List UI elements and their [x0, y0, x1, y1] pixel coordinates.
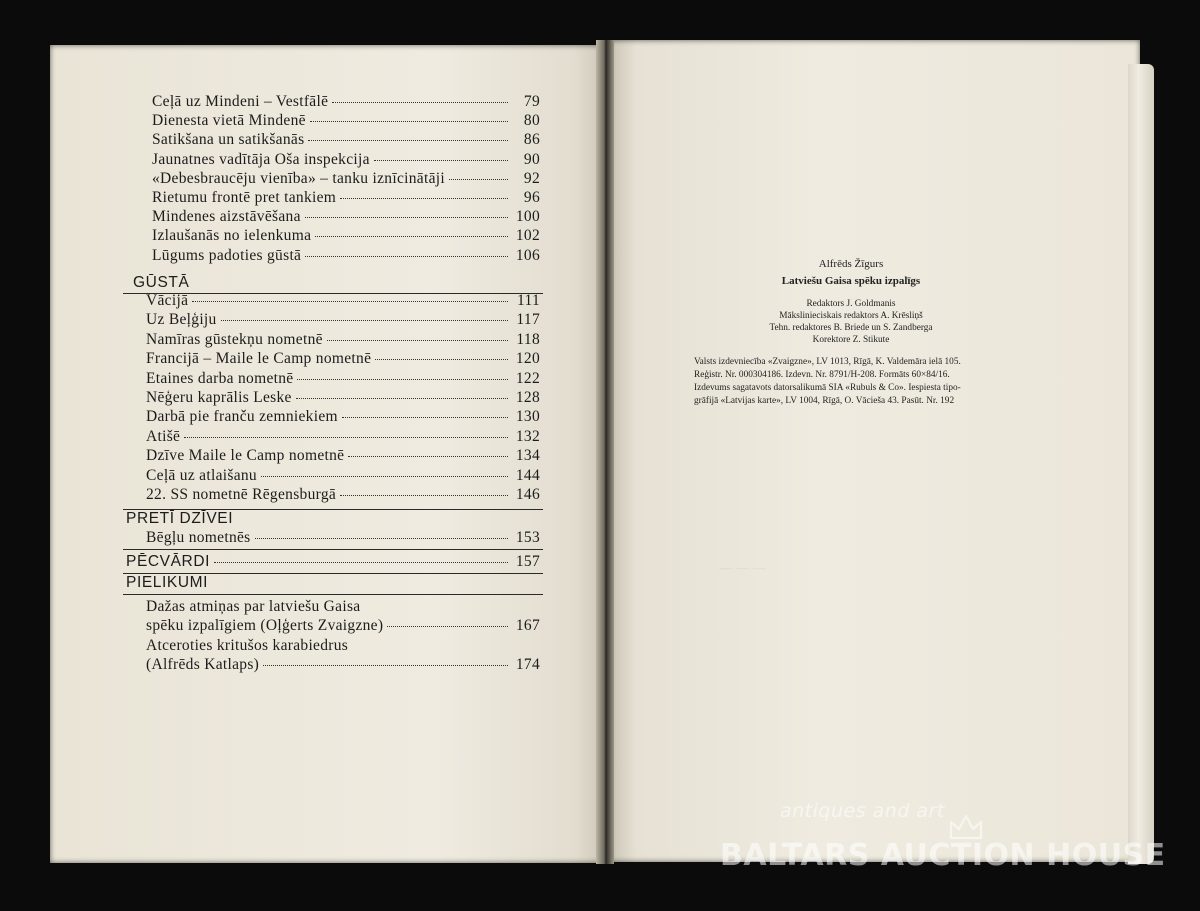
toc-entry-page: 106	[515, 246, 540, 264]
toc-entry	[152, 208, 540, 226]
toc-entry	[152, 151, 540, 169]
toc-entry	[152, 112, 540, 130]
section-rule	[123, 549, 543, 550]
watermark-name: BALTARS AUCTION HOUSE	[720, 838, 1166, 873]
toc-entry	[152, 170, 540, 188]
toc-entry-title: 22. SS nometnē Rēgensburgā	[146, 486, 337, 503]
section-heading-gusta: GŪSTĀ	[133, 274, 190, 291]
toc-entry-title: (Alfrēds Katlaps)	[146, 656, 260, 674]
toc-entry-title: Uz Beļģiju	[146, 311, 217, 329]
toc-entry-page: 86	[523, 131, 540, 149]
imprint-publisher-line: grāfijā «Latvijas karte», LV 1004, Rīgā, O. Vācieša 43. Pasūt. Nr. 192	[694, 396, 955, 407]
watermark	[720, 800, 1166, 890]
toc-entry-page: 118	[516, 330, 540, 348]
toc-entry-title: Atceroties kritušos karabiedrus	[146, 636, 349, 654]
toc-entry-page: 128	[515, 389, 540, 406]
toc-entry	[146, 656, 540, 674]
toc-entry-page: 122	[515, 369, 540, 387]
toc-entry	[146, 529, 540, 547]
toc-entry-page: 111	[517, 292, 540, 309]
dot-leader	[263, 665, 508, 666]
toc-entry-title: Jaunatnes vadītāja Oša inspekcija	[152, 150, 370, 168]
dot-leader	[296, 398, 508, 399]
dot-leader	[261, 476, 508, 477]
toc-entry	[146, 428, 540, 446]
section-heading-pielikumi: PIELIKUMI	[126, 574, 209, 591]
imprint-editor: Redaktors J. Goldmanis	[806, 299, 896, 310]
toc-entry-page: 146	[515, 486, 540, 503]
toc-entry	[146, 467, 540, 485]
toc-entry-page: 132	[515, 427, 540, 445]
imprint-publisher-line: Reģistr. Nr. 000304186. Izdevn. Nr. 8791/H-208. Formāts 60×84/16.	[694, 370, 950, 381]
toc-entry	[146, 486, 540, 504]
toc-entry-title: Namīras gūstekņu nometnē	[146, 330, 323, 348]
imprint-publisher	[694, 356, 1008, 408]
toc-entry-title: Nēģeru kaprālis Leske	[146, 389, 292, 406]
dot-leader	[305, 217, 508, 218]
toc-entry-title: Darbā pie franču zemniekiem	[146, 408, 338, 426]
toc-entry-title: Satikšana un satikšanās	[152, 131, 305, 149]
dot-leader	[387, 626, 508, 627]
imprint-block	[694, 258, 1008, 408]
toc-entry	[146, 617, 540, 635]
toc-entry	[146, 350, 540, 368]
toc-entry-title: Dažas atmiņas par latviešu Gaisa	[146, 598, 361, 615]
toc-entry-title: Francijā – Maile le Camp nometnē	[146, 350, 372, 368]
toc-entry-title: Bēgļu nometnēs	[146, 529, 251, 546]
toc-entry-page: 157	[515, 553, 540, 570]
toc-entry-page: 167	[515, 617, 540, 635]
imprint-art-editor: Mākslinieciskais redaktors A. Krēsliņš	[779, 311, 923, 322]
toc-entry	[146, 389, 540, 407]
dot-leader	[332, 102, 508, 103]
toc-entry-title: Rietumu frontē pret tankiem	[152, 189, 337, 206]
dot-leader	[340, 495, 508, 496]
toc-entry-page: 174	[515, 656, 540, 674]
imprint-publisher-line: Izdevums sagatavots datorsalikumā SIA «Rubuls & Co». Iespiesta tipo-	[694, 383, 961, 394]
dot-leader	[192, 301, 508, 302]
dot-leader	[315, 236, 508, 237]
toc-entry-title: Dienesta vietā Mindenē	[152, 112, 306, 130]
book-gutter	[596, 40, 614, 864]
section-heading-preti-dzivei: PRETĪ DZĪVEI	[126, 510, 234, 527]
page-edges	[1128, 64, 1154, 864]
toc-entry	[146, 447, 540, 465]
right-page	[610, 40, 1140, 862]
dot-leader	[342, 417, 508, 418]
toc-entry	[146, 598, 540, 616]
dot-leader	[221, 320, 508, 321]
show-through-text: — — —	[720, 560, 766, 575]
toc-entry-page: 153	[515, 529, 540, 546]
toc-entry-page: 120	[515, 350, 540, 368]
dot-leader	[374, 160, 508, 161]
toc-entry	[146, 292, 540, 310]
dot-leader	[340, 198, 508, 199]
toc-entry-title: Dzīve Maile le Camp nometnē	[146, 447, 345, 465]
toc-entry	[146, 370, 540, 388]
toc-entry	[146, 331, 540, 349]
toc-entry	[152, 247, 540, 265]
dot-leader	[348, 456, 508, 457]
toc-entry-page: 90	[523, 150, 540, 168]
toc-entry-page: 96	[523, 189, 540, 206]
toc-entry-title: Etaines darba nometnē	[146, 369, 294, 387]
dot-leader	[327, 340, 508, 341]
section-rule	[123, 594, 543, 595]
toc-entry	[146, 637, 540, 655]
toc-entry-page: 117	[516, 311, 540, 329]
toc-entry-title: Vācijā	[146, 292, 189, 309]
toc-entry-title: Ceļā uz Mindeni – Vestfālē	[152, 93, 329, 110]
dot-leader	[214, 562, 508, 563]
toc-entry-page: 102	[515, 227, 540, 245]
dot-leader	[297, 379, 508, 380]
toc-entry-page: 80	[523, 112, 540, 130]
toc-entry-title: spēku izpalīgiem (Oļģerts Zvaigzne)	[146, 617, 384, 635]
toc-entry-title: Lūgums padoties gūstā	[152, 246, 302, 264]
toc-entry	[152, 189, 540, 207]
dot-leader	[449, 179, 508, 180]
imprint-author: Alfrēds Žīgurs	[818, 258, 884, 270]
dot-leader	[310, 121, 508, 122]
dot-leader	[305, 256, 508, 257]
toc-entry	[152, 131, 540, 149]
dot-leader	[308, 140, 508, 141]
imprint-tech-editors: Tehn. redaktores B. Briede un S. Zandberga	[769, 323, 933, 334]
dot-leader	[184, 437, 508, 438]
toc-entry-pecvardi	[126, 553, 540, 571]
toc-entry	[152, 93, 540, 111]
imprint-title: Latviešu Gaisa spēku izpalīgs	[781, 275, 921, 288]
toc-entry-title: «Debesbraucēju vienība» – tanku iznīcinātāji	[152, 169, 445, 187]
toc-entry	[146, 408, 540, 426]
toc-entry-page: 144	[515, 466, 540, 484]
toc-entry	[152, 227, 540, 245]
dot-leader	[375, 359, 508, 360]
toc-entry-title: Izlaušanās no ielenkuma	[152, 227, 312, 245]
toc-entry-page: 134	[515, 447, 540, 465]
toc-entry-page: 130	[515, 408, 540, 426]
toc-entry-title: Mindenes aizstāvēšana	[152, 208, 301, 226]
toc-entry	[146, 311, 540, 329]
watermark-tagline: antiques and art	[780, 800, 945, 822]
dot-leader	[255, 538, 508, 539]
imprint-publisher-line: Valsts izdevniecība «Zvaigzne», LV 1013, Rīgā, K. Valdemāra ielā 105.	[694, 357, 961, 368]
imprint-proofreader: Korektore Z. Stikute	[812, 335, 890, 346]
toc-entry-page: 79	[523, 93, 540, 110]
toc-entry-page: 92	[523, 169, 540, 187]
imprint-staff	[694, 298, 1008, 346]
toc-entry-title: Atišē	[146, 427, 181, 445]
toc-entry-page: 100	[515, 208, 540, 226]
toc-entry-title: Ceļā uz atlaišanu	[146, 466, 257, 484]
toc-entry-title: PĒCVĀRDI	[126, 553, 211, 570]
